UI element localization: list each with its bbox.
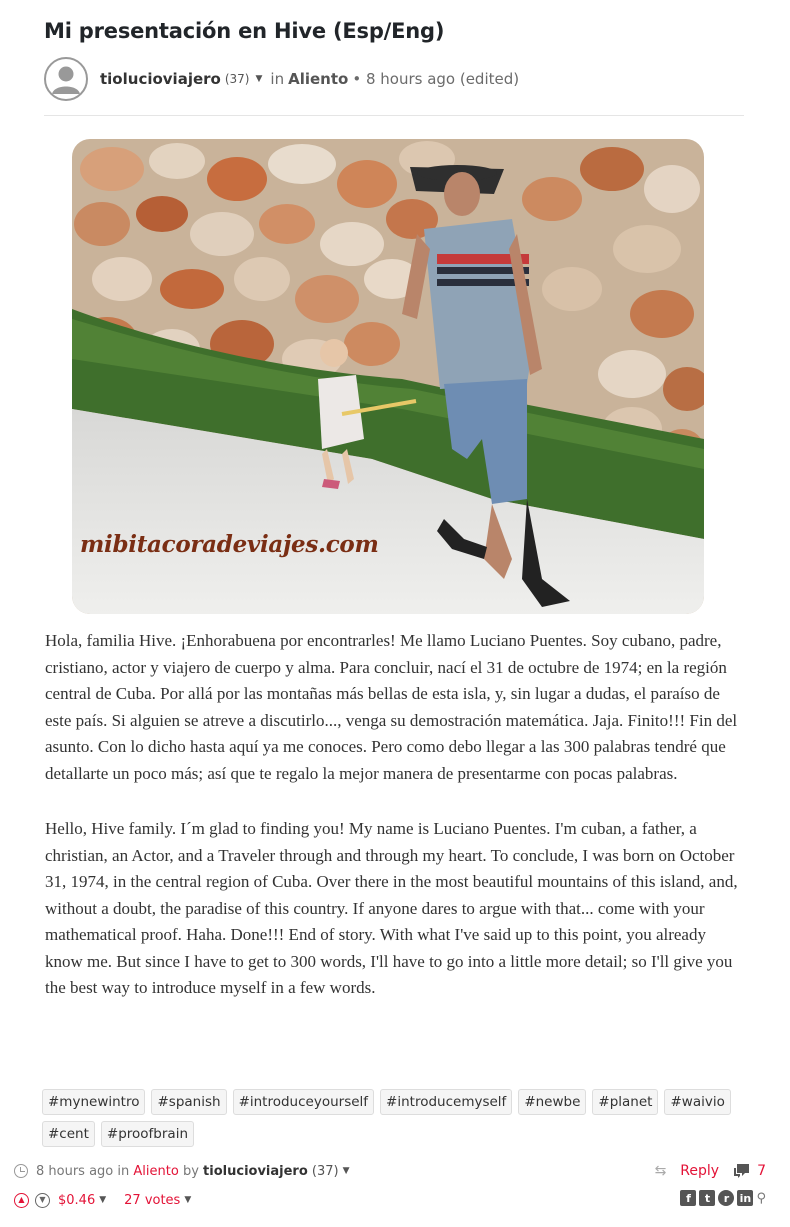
comments-icon	[733, 1163, 751, 1179]
tag-cent[interactable]: #cent	[42, 1121, 95, 1147]
footer-time: 8 hours ago	[36, 1163, 114, 1179]
chevron-down-icon[interactable]: ▼	[184, 1195, 192, 1205]
tag-mynewintro[interactable]: #mynewintro	[42, 1089, 145, 1115]
tag-list	[42, 1089, 742, 1147]
tag-newbe[interactable]: #newbe	[518, 1089, 586, 1115]
footer-in-label: in	[117, 1163, 130, 1179]
community-link[interactable]: Aliento	[288, 70, 349, 88]
votes-count[interactable]: 27 votes	[124, 1192, 181, 1208]
header-divider	[44, 115, 744, 116]
downvote-icon[interactable]: ▼	[35, 1193, 50, 1208]
reblog-icon[interactable]: ⇆	[654, 1163, 667, 1179]
post-body-spanish: Hola, familia Hive. ¡Enhorabuena por encontrarles! Me llamo Luciano Puentes. Soy cubano, padre, cristiano, actor y viajero de cuerpo y alma. Para concluir, nací el 31 de octubre de 1974; en la región central de Cuba. Por allá por las montañas más bellas de esta isla, y, sin lugar a dudas, el paraíso de este país. Si alguien se atreve a discutirlo..., venga su demostración matemática. Jaja. Finito!!! Fin del asunto. Con lo dicho hasta aquí ya me conoces. Pero como debo llegar a las 300 palabras tendré que detallarte un poco más; así que te regalo la mejor manera de presentarme con pocas palabras.	[45, 631, 738, 783]
tag-spanish[interactable]: #spanish	[151, 1089, 226, 1115]
footer-by-label: by	[182, 1163, 199, 1179]
in-label: in	[270, 70, 285, 88]
post-time: • 8 hours ago (edited)	[352, 70, 520, 88]
tag-waivio[interactable]: #waivio	[664, 1089, 730, 1115]
tag-introduceyourself[interactable]: #introduceyourself	[233, 1089, 374, 1115]
chevron-down-icon[interactable]: ▼	[99, 1195, 107, 1205]
tag-introducemyself[interactable]: #introducemyself	[380, 1089, 512, 1115]
reply-button[interactable]: Reply	[680, 1163, 720, 1179]
facebook-icon[interactable]: f	[680, 1190, 696, 1206]
footer-community-link[interactable]: Aliento	[133, 1163, 179, 1179]
image-watermark: mibitacoradeviajes.com	[80, 531, 379, 558]
clock-icon	[14, 1164, 28, 1178]
user-avatar-icon[interactable]	[44, 57, 88, 101]
post-title: Mi presentación en Hive (Esp/Eng)	[44, 19, 445, 43]
comment-count: 7	[757, 1163, 766, 1179]
chevron-down-icon[interactable]: ▼	[255, 74, 263, 84]
chevron-down-icon[interactable]: ▼	[342, 1166, 350, 1176]
post-footer-actions	[14, 1189, 774, 1211]
footer-author-reputation: (37)	[311, 1163, 339, 1179]
author-name[interactable]: tiolucioviajero	[100, 70, 221, 88]
payout-value[interactable]: $0.46	[58, 1192, 96, 1208]
post-footer-meta	[14, 1160, 774, 1182]
linkedin-icon[interactable]: in	[737, 1190, 753, 1206]
reddit-icon[interactable]: r	[718, 1190, 734, 1206]
share-links	[680, 1190, 766, 1206]
post-body-english: Hello, Hive family. I´m glad to finding you! My name is Luciano Puentes. I'm cuban, a father, a christian, an Actor, and a Traveler through and through my heart. To conclude, I was born on October 31, 1974, in the central region of Cuba. Over there in the most beautiful mountains of this island, and, without a doubt, the paradise of this country. If anyone dares to argue with that... come with your mathematical proof. Haha. Done!!! End of story. With what I've said up to this point, you already know me. But since I have to get to 300 words, I'll have to go into a little more detail; so I'll give you the best way to introduce myself in a few words.	[45, 819, 738, 997]
author-row	[44, 57, 519, 101]
footer-author-link[interactable]: tiolucioviajero	[203, 1163, 308, 1179]
link-icon[interactable]: ⚲	[756, 1190, 766, 1206]
comments-link[interactable]	[733, 1163, 766, 1179]
tag-proofbrain[interactable]: #proofbrain	[101, 1121, 194, 1147]
twitter-icon[interactable]: t	[699, 1190, 715, 1206]
post-image	[72, 139, 704, 614]
upvote-icon[interactable]: ▲	[14, 1193, 29, 1208]
tag-planet[interactable]: #planet	[592, 1089, 658, 1115]
author-reputation: (37)	[224, 72, 250, 86]
